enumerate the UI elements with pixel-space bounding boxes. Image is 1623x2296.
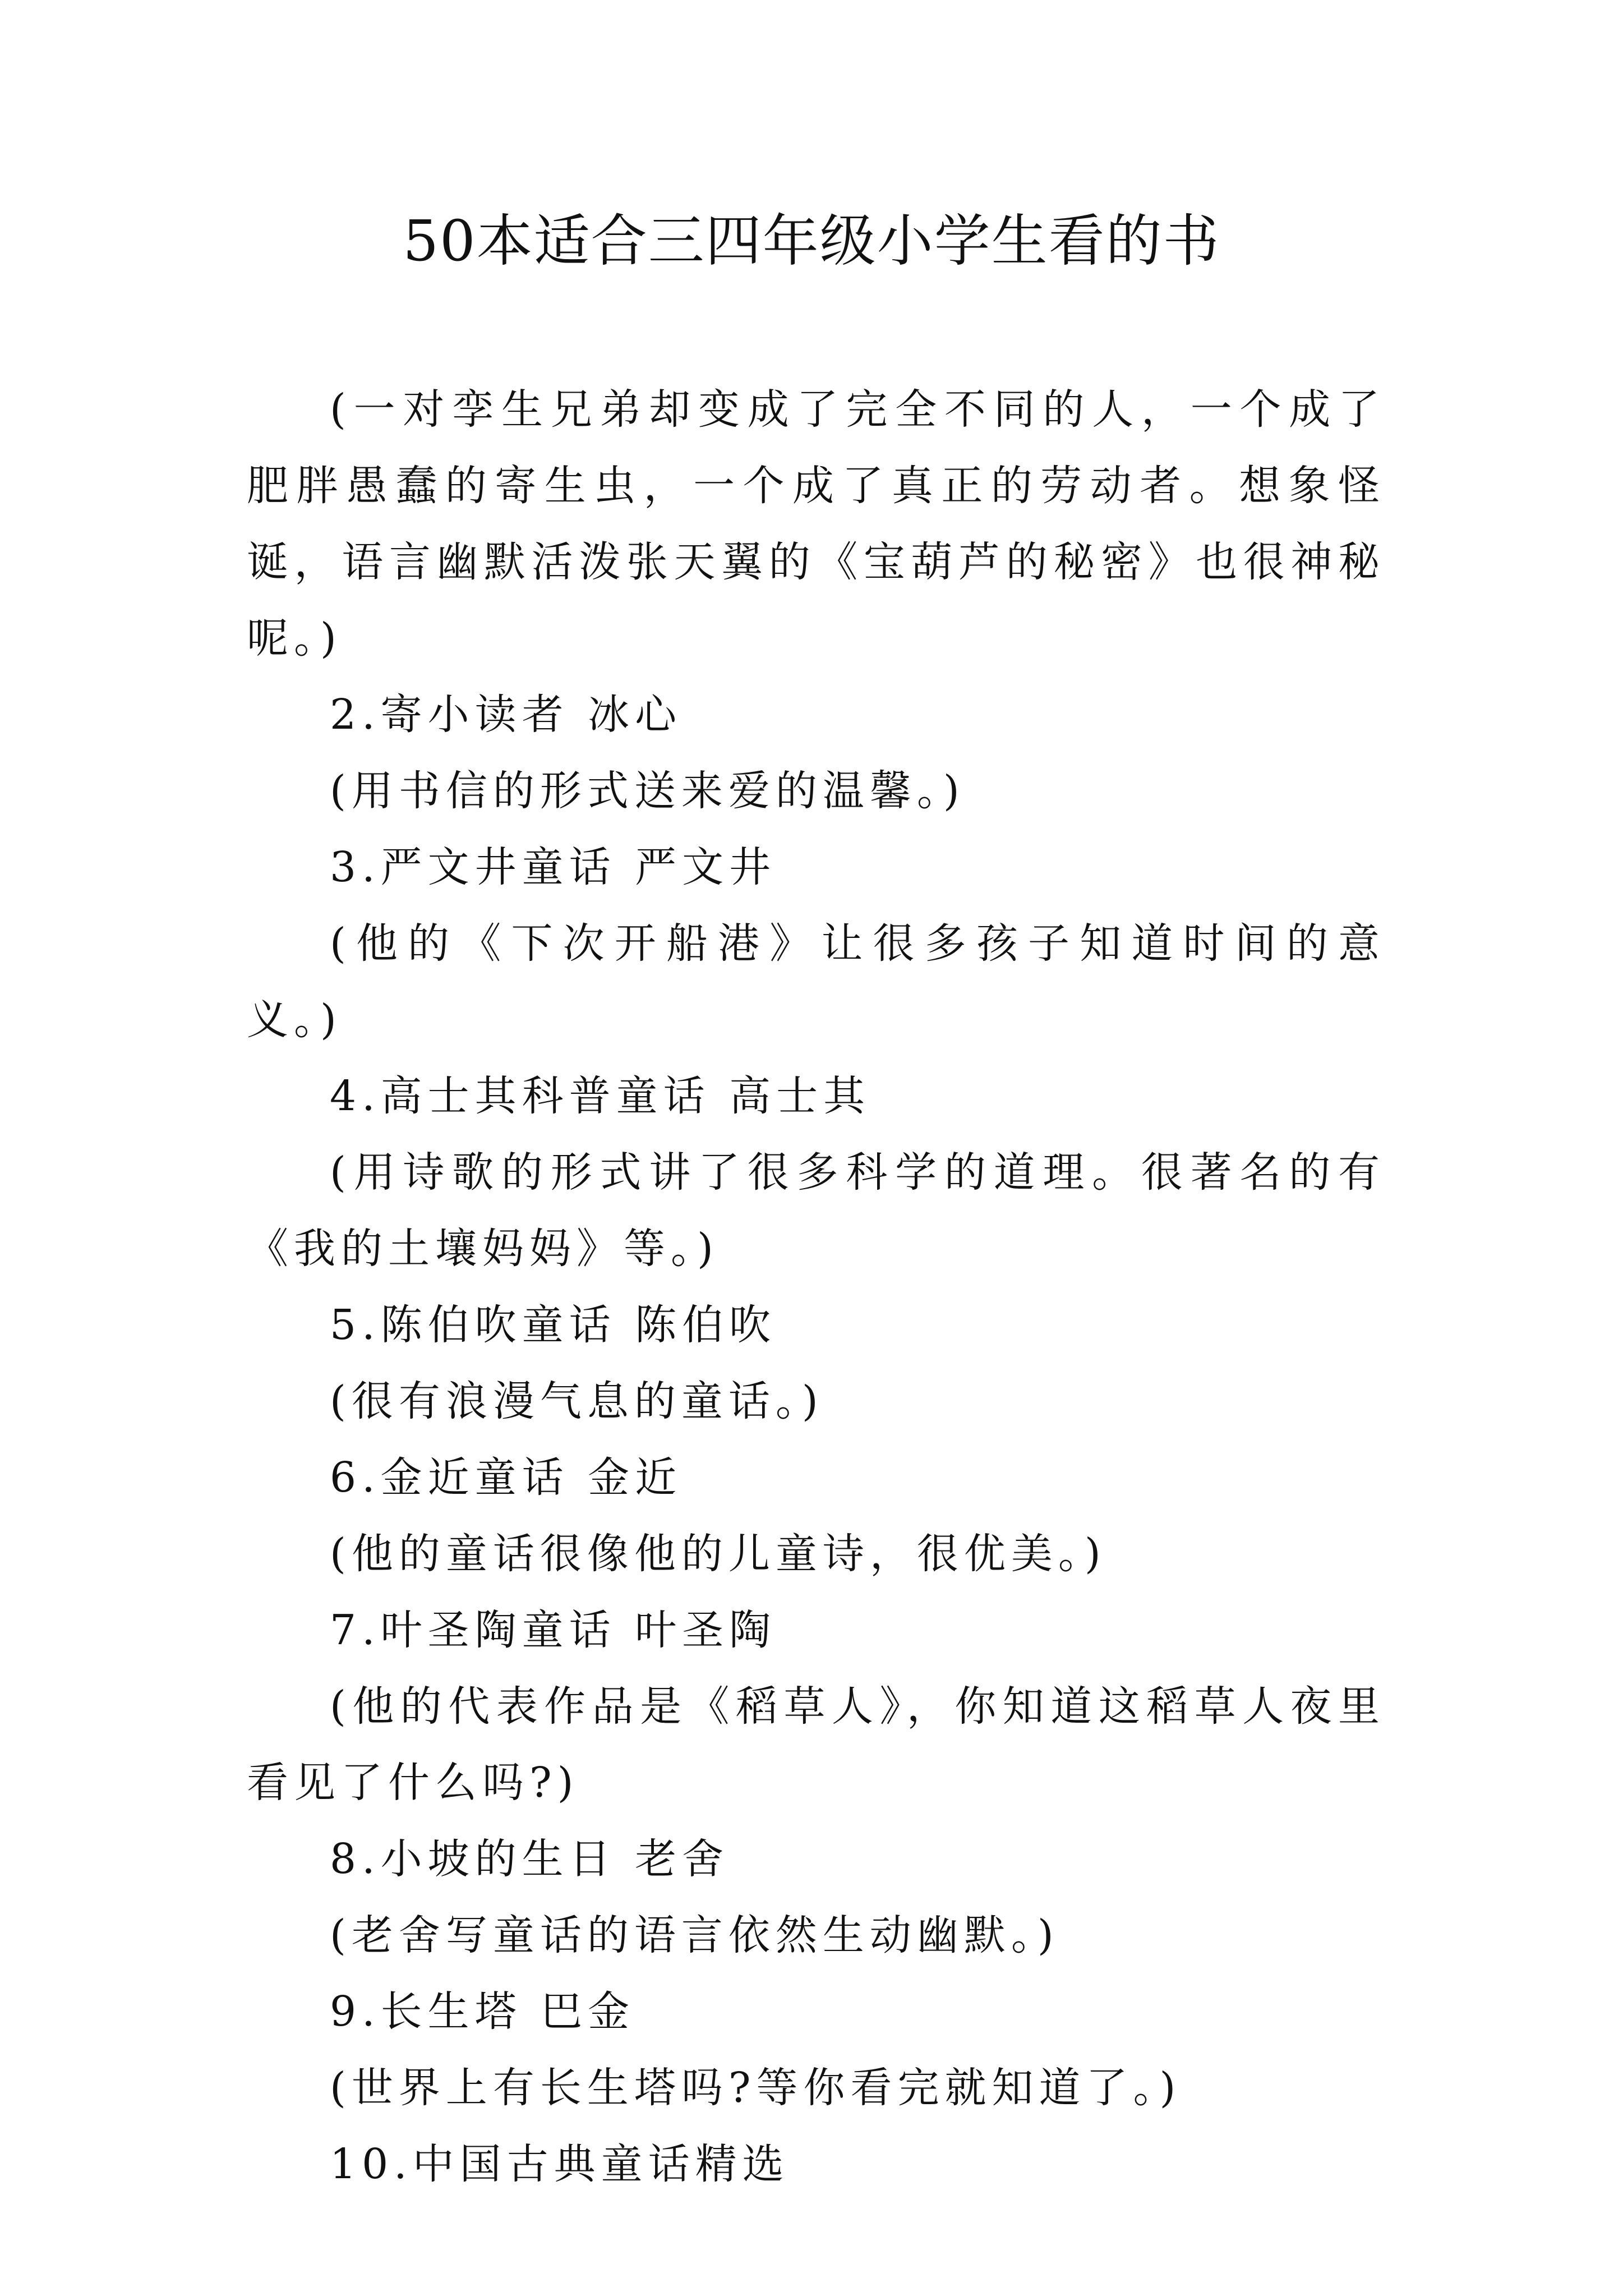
book-description: (老舍写童话的语言依然生动幽默。) [330, 1911, 1059, 1959]
book-description: (他的《下次开船港》让很多孩子知道时间的意义。) [247, 919, 1385, 1044]
book-entry: 7.叶圣陶童话 叶圣陶 [330, 1606, 777, 1654]
book-entry: 10.中国古典童话精选 [330, 2140, 790, 2188]
book-entry: 6.金近童话 金近 [330, 1453, 683, 1502]
book-entry: 2.寄小读者 冰心 [330, 691, 683, 739]
book-description: (用书信的形式送来爱的温馨。) [330, 767, 965, 815]
book-description: (世界上有长生塔吗?等你看完就知道了。) [330, 2064, 1182, 2112]
book-description: (他的童话很像他的儿童诗，很优美。) [330, 1530, 1106, 1578]
book-entry: 4.高士其科普童话 高士其 [330, 1072, 871, 1120]
book-description: (用诗歌的形式讲了很多科学的道理。很著名的有《我的土壤妈妈》等。) [247, 1148, 1385, 1273]
book-entry: 3.严文井童话 严文井 [330, 843, 777, 891]
document-body [247, 371, 1385, 2202]
book-entry: 9.长生塔 巴金 [330, 1987, 635, 2036]
book-description: (他的代表作品是《稻草人》，你知道这稻草人夜里看见了什么吗?) [247, 1682, 1385, 1807]
paragraph: (一对孪生兄弟却变成了完全不同的人，一个成了肥胖愚蠢的寄生虫，一个成了真正的劳动者。想象怪诞，语言幽默活泼张天翼的《宝葫芦的秘密》也很神秘呢。) [247, 385, 1385, 662]
document-title: 50本适合三四年级小学生看的书 [403, 208, 1220, 274]
book-description: (很有浪漫气息的童话。) [330, 1377, 824, 1425]
book-entry: 8.小坡的生日 老舍 [330, 1835, 730, 1883]
book-entry: 5.陈伯吹童话 陈伯吹 [330, 1301, 777, 1349]
